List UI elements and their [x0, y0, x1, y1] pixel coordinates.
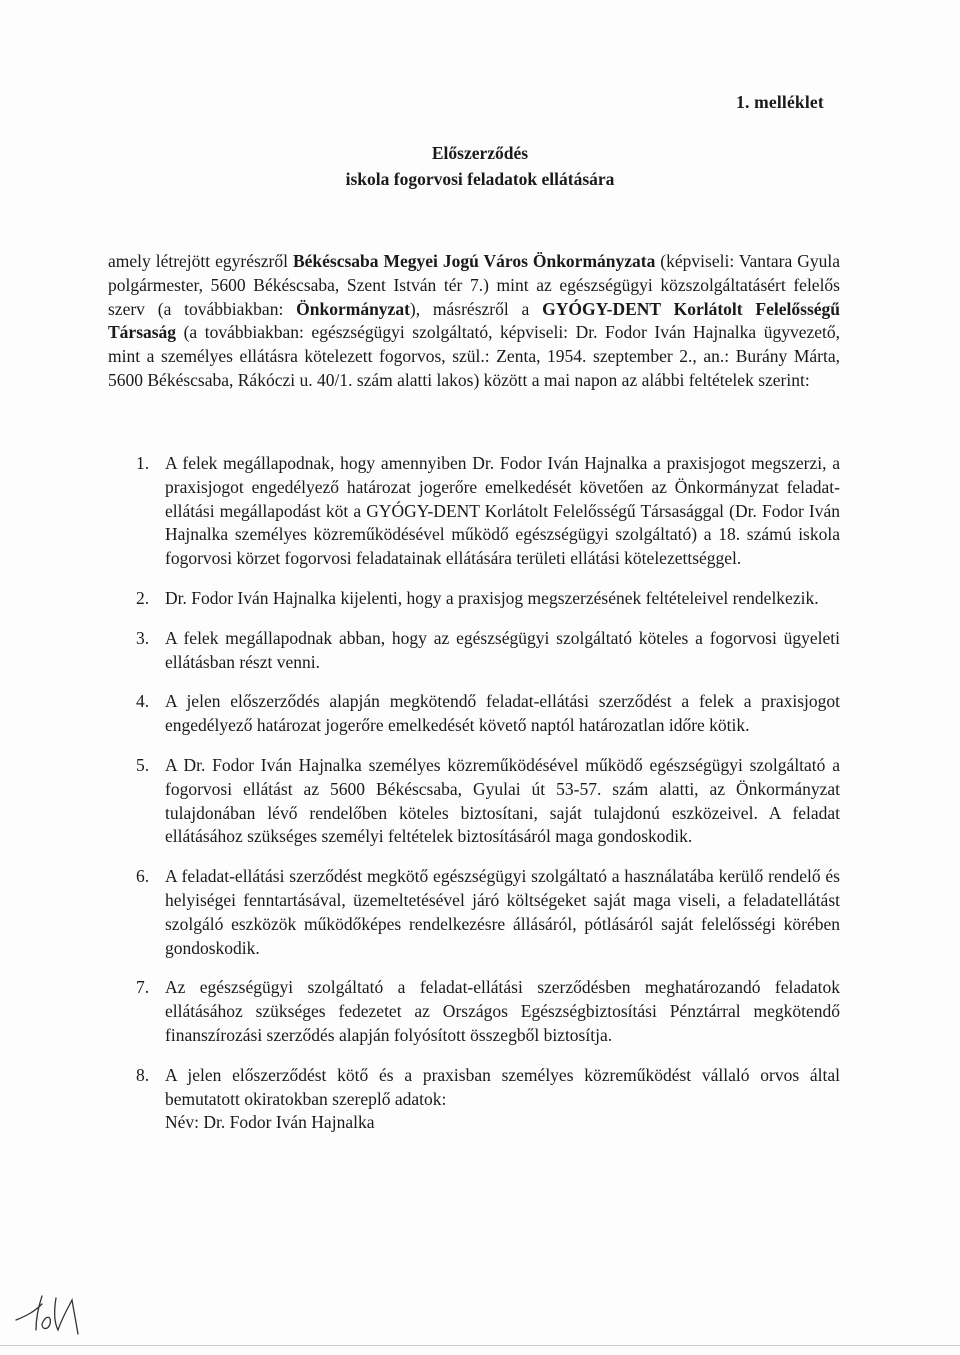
document-subtitle: iskola fogorvosi feladatok ellátására [345, 169, 615, 189]
clause-text: A felek megállapodnak, hogy amennyiben Dr. Fodor Iván Hajnalka a praxisjogot megszerzi, a praxisjogot engedélyező határozat jogerőre emelkedését követően az Önkormányzat feladat-ellátási megállapodást köt a GYÓGY-DENT Korlátolt Felelősségű Társasággal (Dr. Fodor Iván Hajnalka személyes közreműködésével működő egészségügyi szolgáltató) a 18. számú iskola fogorvosi körzet fogorvosi feladatainak ellátására területi ellátási kötelezettséggel. [165, 453, 840, 569]
clause-item [108, 1064, 840, 1135]
clause-number: 7. [136, 977, 150, 998]
clause-text: A feladat-ellátási szerződést megkötő egészségügyi szolgáltató a használatába kerülő rendelő és helyiségei fenntartásával, üzemeltetésével járó költségeket saját maga viseli, a feladatellátást szolgáló eszközök működőképes rendelkezésre állásáról, pótlásáról saját felelősségi körében gondoskodik. [165, 866, 840, 958]
clause-text: A felek megállapodnak abban, hogy az egészségügyi szolgáltató köteles a fogorvosi ügyeleti ellátásban részt venni. [165, 627, 840, 672]
clause-number: 5. [136, 754, 150, 775]
clause-number: 6. [136, 866, 150, 887]
clause-number: 2. [136, 587, 150, 608]
intro-paragraph [108, 250, 840, 393]
intro-text-1: amely létrejött egyrészről [108, 251, 293, 271]
annex-label: 1. melléklet [736, 92, 824, 112]
bottom-scan-edge [0, 1345, 960, 1346]
party-short-name: Önkormányzat [296, 298, 410, 319]
clause-text: Az egészségügyi szolgáltató a feladat-ellátási szerződésben meghatározandó feladatok ellátásához szükséges fedezetet az Országos Egészségbiztosítási Pénztárral megkötendő finanszírozási szerződés alapján folyósított összegből biztosítja. [165, 977, 840, 1045]
clause-item [108, 754, 840, 849]
party-company: GYÓGY-DENT Korlátolt Felelősségű Társaság [108, 298, 841, 343]
party-municipality: Békéscsaba Megyei Jogú Város Önkormányzata [292, 251, 656, 271]
clause-item [108, 976, 840, 1047]
intro-text-3: ), másrészről a [409, 298, 543, 319]
intro-text-4: (a továbbiakban: egészségügyi szolgáltató, képviseli: Dr. Fodor Iván Hajnalka ügyvezető, mint a személyes ellátásra kötelezett fogorvos, szül.: Zenta, 1954. szeptember 2., an.: Burány Márta, 5600 Békéscsaba, Rákóczi u. 40/1. szám alatti lakos) között a mai napon az alábbi feltételek szerint: [108, 322, 840, 390]
clause-item [108, 587, 840, 611]
clause-item [108, 627, 840, 675]
clause-body [165, 1064, 840, 1135]
clause-item [108, 690, 840, 738]
clause-item [108, 452, 840, 571]
clause-number: 4. [136, 691, 150, 712]
clause-item [108, 865, 840, 960]
clause-number: 3. [136, 627, 150, 648]
document-title: Előszerződés [431, 143, 529, 163]
clause-text: Dr. Fodor Iván Hajnalka kijelenti, hogy a praxisjog megszerzésének feltételeivel rendelkezik. [165, 587, 819, 608]
clause-name-line: Név: Dr. Fodor Iván Hajnalka [165, 1112, 375, 1133]
handwritten-initials [12, 1290, 92, 1336]
clause-text: A Dr. Fodor Iván Hajnalka személyes közreműködésével működő egészségügyi szolgáltató a fogorvosi ellátást az 5600 Békéscsaba, Gyulai út 53-57. szám alatti, az Önkormányzat tulajdonában lévő rendelőben köteles biztosítani, saját tulajdonú eszközeivel. A feladat ellátásához szükséges személyi feltételek biztosításáról maga gondoskodik. [165, 754, 840, 847]
clause-text: A jelen előszerződés alapján megkötendő feladat-ellátási szerződést a felek a praxisjogot engedélyező határozat jogerőre emelkedését követő naptól határozatlan időre kötik. [165, 691, 840, 736]
intro-text-2: (képviseli: Vantara Gyula polgármester, 5600 Békéscsaba, Szent István tér 7.) mint az egészségügyi közszolgáltatásért felelős szerv (a továbbiakban: [108, 251, 840, 319]
clause-number: 8. [136, 1064, 150, 1085]
clause-number: 1. [136, 453, 150, 473]
contract-clauses [108, 452, 840, 1151]
clause-text: A jelen előszerződést kötő és a praxisban személyes közreműködést vállaló orvos által bemutatott okiratokban szereplő adatok: [165, 1064, 840, 1109]
